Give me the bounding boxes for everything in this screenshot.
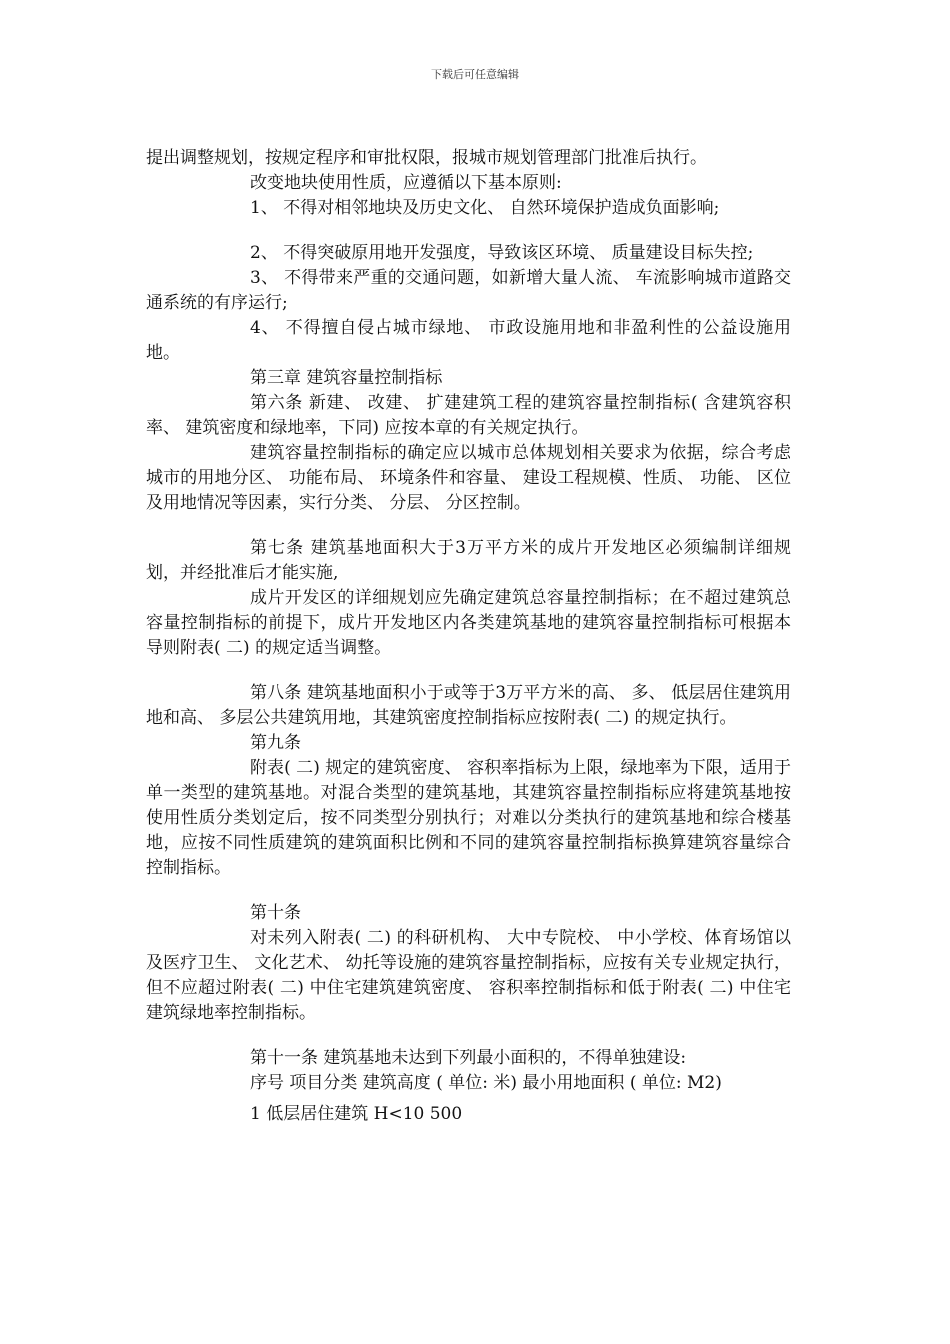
paragraph: 提出调整规划，按规定程序和审批权限，报城市规划管理部门批准后执行。	[146, 148, 707, 168]
paragraph: 对未列入附表( 二) 的科研机构、 大中专院校、 中小学校、体育场馆以及医疗卫生、 文化艺术、 幼托等设施的建筑容量控制指标，应按有关专业规定执行，但不应超过附表( 二) 中住宅建筑建筑密度、 容积率控制指标和低于附表( 二) 中住宅建筑绿地率控制指标。	[146, 928, 791, 1023]
table-row: 1 低层居住建筑 H<10 500	[250, 1104, 463, 1124]
page-header: 下载后可任意编辑	[431, 68, 519, 81]
paragraph: 附表( 二) 规定的建筑密度、 容积率指标为上限，绿地率为下限，适用于单一类型的建筑基地。对混合类型的建筑基地，其建筑容量控制指标应将建筑基地按使用性质分类划定后，按不同类型分别执行；对难以分类执行的建筑基地和综合楼基地，应按不同性质建筑的建筑面积比例和不同的建筑容量控制指标换算建筑容量综合控制指标。	[146, 758, 791, 878]
list-item: 2、 不得突破原用地开发强度，导致该区环境、 质量建设目标失控;	[250, 243, 754, 263]
table-header-line: 序号 项目分类 建筑高度 ( 单位: 米) 最小用地面积 ( 单位: M2)	[250, 1073, 722, 1093]
article-paragraph: 第十一条 建筑基地未达到下列最小面积的，不得单独建设:	[250, 1048, 687, 1068]
article-heading: 第九条	[250, 733, 301, 753]
paragraph: 建筑容量控制指标的确定应以城市总体规划相关要求为依据，综合考虑城市的用地分区、 功能布局、 环境条件和容量、 建设工程规模、性质、 功能、 区位及用地情况等因素，实行分类、 分层、 分区控制。	[146, 443, 791, 513]
chapter-heading: 第三章 建筑容量控制指标	[250, 368, 443, 388]
list-item: 3、 不得带来严重的交通问题，如新增大量人流、 车流影响城市道路交通系统的有序运行;	[146, 268, 791, 313]
list-item: 4、 不得擅自侵占城市绿地、 市政设施用地和非盈利性的公益设施用地。	[146, 318, 791, 363]
article-heading: 第十条	[250, 903, 301, 923]
paragraph: 成片开发区的详细规划应先确定建筑总容量控制指标；在不超过建筑总容量控制指标的前提下，成片开发地区内各类建筑基地的建筑容量控制指标可根据本导则附表( 二) 的规定适当调整。	[146, 588, 791, 658]
article-paragraph: 第七条 建筑基地面积大于3万平方米的成片开发地区必须编制详细规划，并经批准后才能实施,	[146, 538, 791, 583]
article-paragraph: 第八条 建筑基地面积小于或等于3万平方米的高、 多、 低层居住建筑用地和高、 多层公共建筑用地，其建筑密度控制指标应按附表( 二) 的规定执行。	[146, 683, 791, 728]
article-paragraph: 第六条 新建、 改建、 扩建建筑工程的建筑容量控制指标( 含建筑容积率、 建筑密度和绿地率，下同) 应按本章的有关规定执行。	[146, 393, 791, 438]
document-body	[146, 146, 791, 1127]
list-item: 1、 不得对相邻地块及历史文化、 自然环境保护造成负面影响;	[250, 198, 720, 218]
paragraph: 改变地块使用性质，应遵循以下基本原则:	[250, 173, 562, 193]
